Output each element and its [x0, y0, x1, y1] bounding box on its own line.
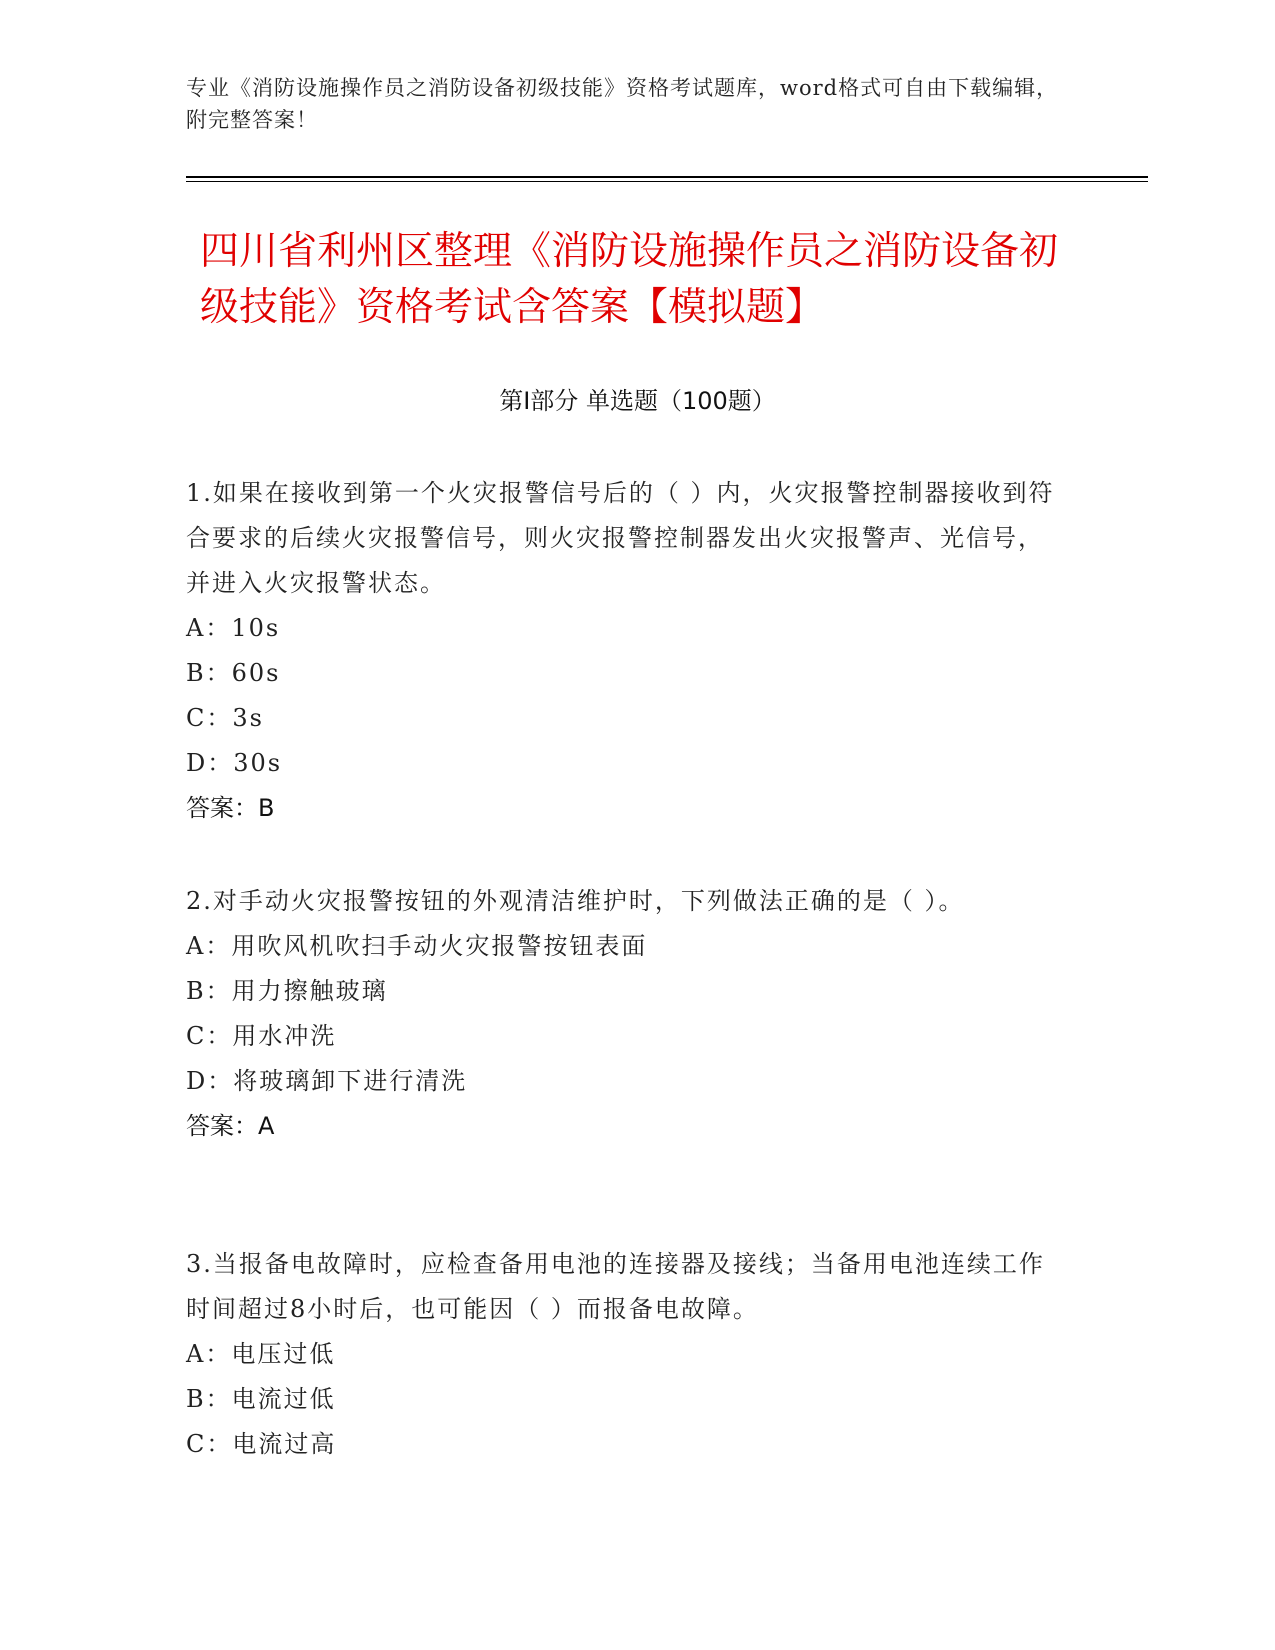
question-stem: 3.当报备电故障时，应检查备用电池的连接器及接线；当备用电池连续工作时间超过8小时后，也可能因（ ）而报备电故障。 [186, 1250, 1045, 1323]
header-note: 专业《消防设施操作员之消防设备初级技能》资格考试题库，word格式可自由下载编辑，附完整答案！ [186, 76, 1059, 132]
option-d: D：将玻璃卸下进行清洗 [186, 1067, 468, 1095]
document-title: 四川省利州区整理《消防设施操作员之消防设备初级技能》资格考试含答案【模拟题】 [200, 229, 1059, 330]
option-b: B：用力擦触玻璃 [186, 977, 388, 1005]
option-d: D：30s [186, 749, 283, 777]
option-a: A：电压过低 [186, 1340, 336, 1368]
option-b: B：电流过低 [186, 1385, 336, 1413]
header-rule-thick [186, 176, 1148, 178]
option-a: A：10s [186, 614, 281, 642]
option-c: C：电流过高 [186, 1430, 337, 1458]
option-b: B：60s [186, 659, 281, 687]
question-stem: 1.如果在接收到第一个火灾报警信号后的（ ）内，火灾报警控制器接收到符合要求的后续火灾报警信号，则火灾报警控制器发出火灾报警声、光信号，并进入火灾报警状态。 [186, 479, 1055, 597]
option-c: C：3s [186, 704, 264, 732]
section-heading: 第I部分 单选题（100题） [499, 387, 776, 415]
question-1 [186, 471, 1056, 831]
option-a: A：用吹风机吹扫手动火灾报警按钮表面 [186, 932, 648, 960]
answer: 答案：A [186, 1112, 275, 1140]
question-stem: 2.对手动火灾报警按钮的外观清洁维护时，下列做法正确的是（ ）。 [186, 887, 965, 915]
option-c: C：用水冲洗 [186, 1022, 337, 1050]
question-2 [186, 879, 1056, 1149]
answer: 答案：B [186, 794, 275, 822]
header-rule-thin [186, 181, 1148, 182]
question-3 [186, 1242, 1056, 1467]
